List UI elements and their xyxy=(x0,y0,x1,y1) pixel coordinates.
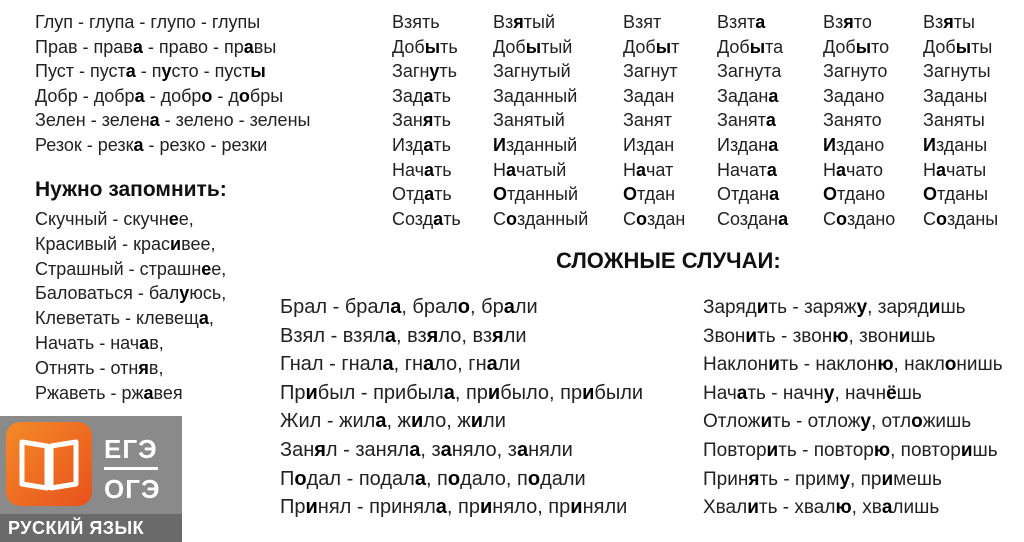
remember-line: Ржаветь - ржавея xyxy=(35,382,183,403)
participle-cell: Издать xyxy=(392,135,451,155)
logo-ege-text: ЕГЭ xyxy=(104,434,158,470)
participle-cell: Взято xyxy=(823,12,872,32)
remember-line: Начать - начав, xyxy=(35,333,164,353)
participle-cell: Создать xyxy=(392,208,461,229)
participle-cell: Начат xyxy=(623,159,674,180)
participle-cell: Начаты xyxy=(923,159,987,180)
remember-line: Клеветать - клевеща, xyxy=(35,308,214,329)
participle-cell: Загнутый xyxy=(493,61,571,82)
participle-cell: Занято xyxy=(823,110,882,131)
remember-line: Страшный - страшнее, xyxy=(35,258,227,279)
adjective-forms-line: Прав - права - право - правы xyxy=(35,36,277,57)
logo-oge-text: ОГЭ xyxy=(104,474,161,504)
participle-cell: Задать xyxy=(392,85,452,106)
participle-cell: Отдана xyxy=(717,184,780,205)
participle-cell: Взят xyxy=(623,12,662,32)
participle-cell: Добытый xyxy=(493,36,573,57)
ege-oge-logo xyxy=(0,416,182,542)
logo-caption-bar xyxy=(0,514,182,542)
hard-past-line: Жил - жила, жило, жили xyxy=(280,410,506,433)
participle-cell: Создана xyxy=(717,208,789,229)
participle-cell: Загнуты xyxy=(923,61,991,82)
participle-cell: Создано xyxy=(823,208,896,229)
participle-cell: Начать xyxy=(392,159,452,180)
participle-cell: Взяты xyxy=(923,12,975,32)
participle-cell: Задан xyxy=(623,85,675,106)
adjective-forms-line: Резок - резка - резко - резки xyxy=(35,135,268,155)
hard-verb-line: Повторить - повторю, повторишь xyxy=(703,440,998,461)
participle-cell: Добыть xyxy=(392,36,458,57)
participle-cell: Взять xyxy=(392,12,440,32)
hard-past-line: Занял - заняла, заняло, заняли xyxy=(280,439,573,461)
participle-cell: Отдан xyxy=(623,184,676,205)
participle-cell: Взятый xyxy=(493,12,556,32)
hard-verb-line: Наклонить - наклоню, наклонишь xyxy=(703,354,1003,376)
participle-cell: Занятый xyxy=(493,110,565,131)
hard-verb-line: Начать - начну, начнёшь xyxy=(703,382,922,404)
hard-verb-line: Принять - приму, примешь xyxy=(703,468,942,490)
participle-cell: Начата xyxy=(717,159,777,180)
participle-cell: Занята xyxy=(717,110,776,131)
hard-cases-heading: СЛОЖНЫЕ СЛУЧАИ: xyxy=(556,248,781,273)
participle-cell: Загнут xyxy=(623,61,678,82)
participle-cell: Созданы xyxy=(923,208,999,229)
participle-cell: Загнуть xyxy=(392,61,458,82)
participle-cell: Взята xyxy=(717,12,766,32)
participle-cell: Добыта xyxy=(717,36,784,57)
hard-past-line: Взял - взяла, взяло, взяли xyxy=(280,324,527,347)
remember-line: Баловаться - балуюсь, xyxy=(35,283,227,304)
participle-cell: Добыто xyxy=(823,36,890,57)
adjective-forms-line: Зелен - зелена - зелено - зелены xyxy=(35,110,311,131)
hard-past-line: Брал - брала, брало, брали xyxy=(280,296,538,318)
participle-cell: Отдать xyxy=(392,184,452,205)
participle-cell: Заняты xyxy=(923,110,985,131)
adjective-forms-line: Глуп - глупа - глупо - глупы xyxy=(35,12,261,32)
participle-cell: Издана xyxy=(717,135,779,155)
remember-line: Отнять - отняв, xyxy=(35,357,164,378)
participle-cell: Задано xyxy=(823,85,885,106)
hard-verb-line: Зарядить - заряжу, зарядишь xyxy=(703,297,966,318)
participle-cell: Отданный xyxy=(493,184,579,205)
hard-past-line: Гнал - гнала, гнало, гнали xyxy=(280,353,521,376)
participle-cell: Занят xyxy=(623,110,672,131)
hard-verb-line: Хвалить - хвалю, хвалишь xyxy=(703,497,940,519)
logo-tile xyxy=(6,422,92,506)
participle-cell: Загнута xyxy=(717,61,782,82)
participle-cell: Отданы xyxy=(923,184,989,205)
participle-cell: Занять xyxy=(392,110,451,131)
hard-verb-line: Звонить - звоню, звонишь xyxy=(703,325,936,347)
hard-past-line: Принял - приняла, приняло, приняли xyxy=(280,496,628,519)
hard-past-line: Прибыл - прибыла, прибыло, прибыли xyxy=(280,381,644,404)
participle-cell: Добыт xyxy=(623,36,680,57)
adjective-forms-line: Добр - добра - добро - добры xyxy=(35,85,284,106)
participle-cell: Начатый xyxy=(493,159,567,180)
participle-cell: Отдано xyxy=(823,184,886,205)
open-book-icon xyxy=(6,422,92,506)
remember-line: Красивый - красивее, xyxy=(35,233,216,254)
participle-cell: Издан xyxy=(623,135,675,155)
hard-past-line: Подал - подала, подало, подали xyxy=(280,467,586,490)
participle-cell: Заданы xyxy=(923,85,988,106)
participle-cell: Добыты xyxy=(923,36,993,57)
participle-cell: Заданный xyxy=(493,85,578,106)
participle-cell: Начато xyxy=(823,159,884,180)
participle-cell: Загнуто xyxy=(823,61,888,82)
participle-cell: Издано xyxy=(823,135,885,155)
remember-heading: Нужно запомнить: xyxy=(35,178,227,201)
participle-cell: Создан xyxy=(623,208,686,229)
participle-cell: Изданы xyxy=(923,135,988,155)
participle-cell: Задана xyxy=(717,85,779,106)
remember-line: Скучный - скучнее, xyxy=(35,209,194,229)
participle-cell: Созданный xyxy=(493,208,589,229)
participle-cell: Изданный xyxy=(493,135,578,155)
adjective-forms-line: Пуст - пуста - пусто - пусты xyxy=(35,61,266,82)
hard-verb-line: Отложить - отложу, отложишь xyxy=(703,411,972,433)
logo-caption: РУСКИЙ ЯЗЫК xyxy=(8,518,145,538)
